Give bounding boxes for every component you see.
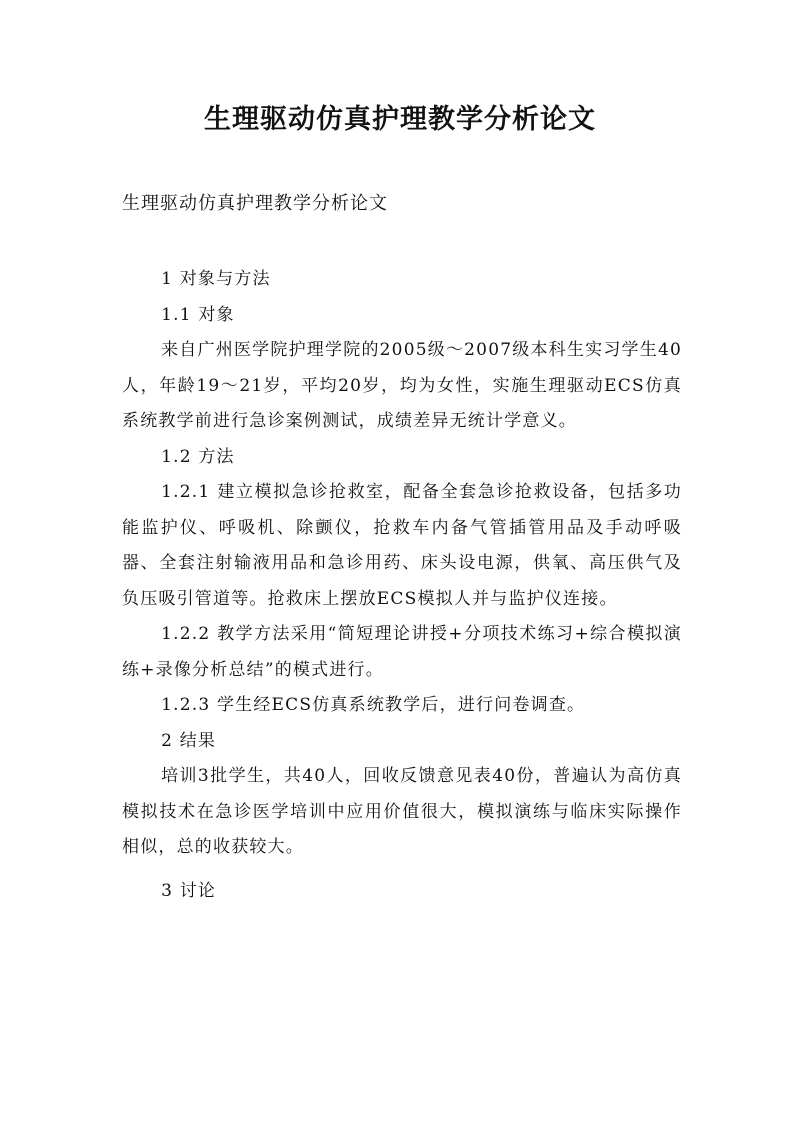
subsection-heading: 1.2 方法 — [161, 446, 235, 467]
document-title: 生理驱动仿真护理教学分析论文 — [204, 104, 596, 135]
document-body — [122, 262, 682, 909]
body-paragraph: 来自广州医学院护理学院的2005级～2007级本科生实习学生40人，年龄19～21岁，平均20岁，均为女性，实施生理驱动ECS仿真系统教学前进行急诊案例测试，成绩差异无统计学意义。 — [122, 340, 682, 431]
subsection-heading: 1.1 对象 — [161, 304, 235, 325]
body-paragraph: 1.2.1 建立模拟急诊抢救室，配备全套急诊抢救设备，包括多功能监护仪、呼吸机、除颤仪，抢救车内备气管插管用品及手动呼吸器、全套注射输液用品和急诊用药、床头设电源，供氧、高压供气及负压吸引管道等。抢救床上摆放ECS模拟人并与监护仪连接。 — [122, 482, 682, 609]
body-paragraph: 培训3批学生，共40人，回收反馈意见表40份，普遍认为高仿真模拟技术在急诊医学培训中应用价值很大，模拟演练与临床实际操作相似，总的收获较大。 — [122, 766, 682, 857]
document-subtitle: 生理驱动仿真护理教学分析论文 — [122, 193, 388, 214]
section-heading: 1 对象与方法 — [161, 269, 271, 289]
body-paragraph: 1.2.3 学生经ECS仿真系统教学后，进行问卷调查。 — [161, 695, 586, 715]
body-paragraph: 1.2.2 教学方法采用“简短理论讲授+分项技术练习+综合模拟演练+录像分析总结”的模式进行。 — [122, 624, 682, 680]
section-heading: 2 结果 — [161, 730, 217, 751]
section-heading: 3 讨论 — [161, 880, 217, 901]
